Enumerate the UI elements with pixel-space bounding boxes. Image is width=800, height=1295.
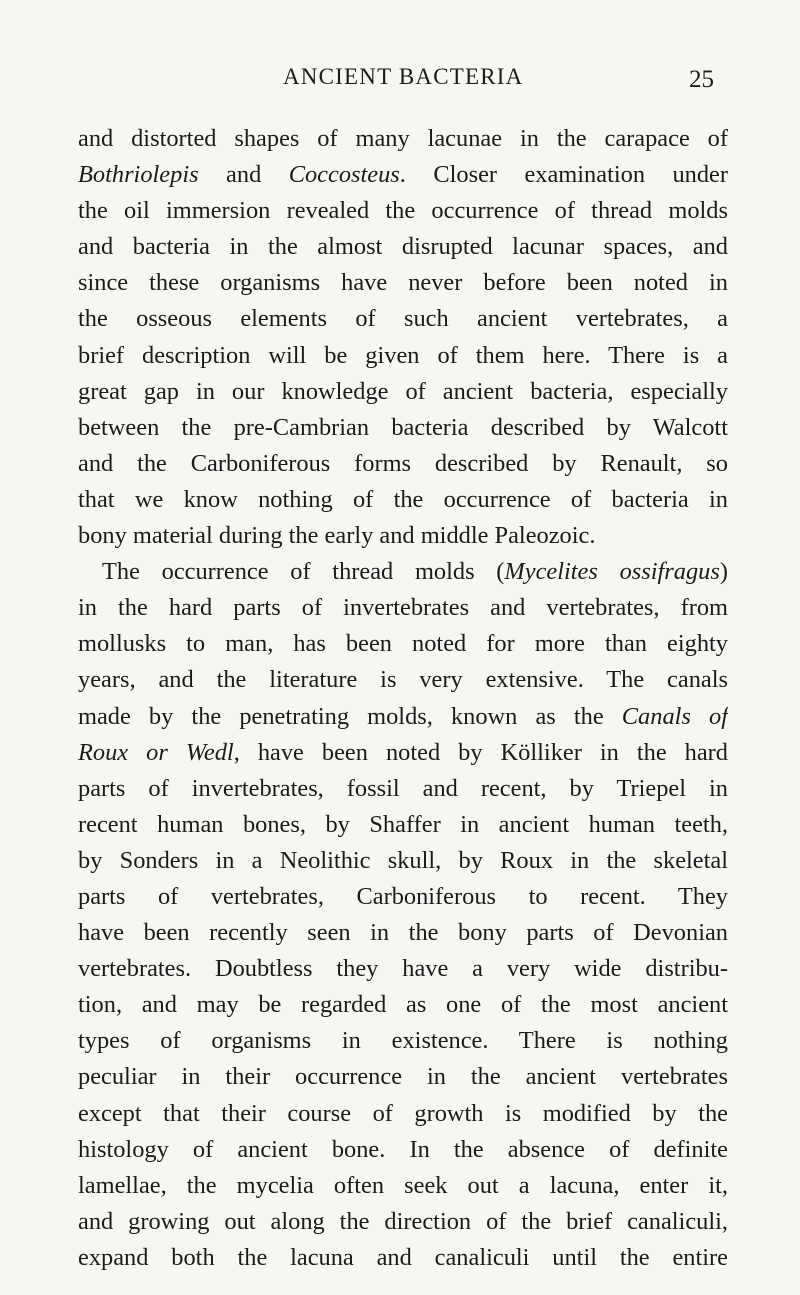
text-run: and	[198, 161, 289, 189]
text-line	[78, 626, 728, 662]
text-line	[78, 1132, 728, 1168]
text-line	[78, 157, 728, 193]
text-line	[78, 265, 728, 301]
text-run: parts of invertebrates, fossil and recent, by Triepel in	[78, 774, 728, 802]
text-line	[78, 1023, 728, 1059]
text-run: years, and the literature is very extensive. The canals	[78, 666, 728, 694]
text-run: bony material during the early and middle Paleozoic.	[78, 522, 596, 550]
term-canals-of: Canals of	[621, 702, 728, 730]
text-run: The occurrence of thread molds (	[102, 558, 505, 586]
taxon-name-mycelites: Mycelites ossifragus	[504, 558, 720, 586]
text-line	[78, 662, 728, 698]
text-line	[78, 807, 728, 843]
text-run: the oil immersion revealed the occurrence of thread molds	[78, 197, 728, 225]
text-line	[78, 301, 728, 337]
page-number: 25	[689, 66, 714, 93]
text-run: and growing out along the direction of the brief canaliculi,	[78, 1207, 728, 1235]
text-run: and distorted shapes of many lacunae in the carapace of	[78, 125, 728, 152]
text-run: expand both the lacuna and canaliculi until the entire	[78, 1243, 728, 1271]
text-run: peculiar in their occurrence in the ancient vertebrates	[78, 1063, 728, 1091]
text-line	[78, 1240, 728, 1276]
text-run: and bacteria in the almost disrupted lacunar spaces, and	[78, 233, 728, 261]
text-run: )	[719, 558, 728, 586]
text-line	[78, 1168, 728, 1204]
text-run: recent human bones, by Shaffer in ancient human teeth,	[78, 810, 728, 838]
text-line	[78, 987, 728, 1023]
text-run: lamellae, the mycelia often seek out a lacuna, enter it,	[78, 1171, 728, 1199]
running-head-title: ANCIENT BACTERIA	[283, 64, 524, 89]
text-line	[78, 843, 728, 879]
text-run: parts of vertebrates, Carboniferous to recent. They	[78, 882, 728, 910]
text-run: by Sonders in a Neolithic skull, by Roux in the skeletal	[78, 846, 728, 874]
text-line	[78, 482, 728, 518]
running-head	[0, 64, 800, 104]
text-run: have been recently seen in the bony parts of Devonian	[78, 919, 728, 947]
text-run: and the Carboniferous forms described by Renault, so	[78, 449, 728, 477]
text-line	[78, 1059, 728, 1095]
text-line	[78, 193, 728, 229]
text-line	[78, 879, 728, 915]
text-run: types of organisms in existence. There is nothing	[78, 1027, 728, 1055]
text-line	[78, 121, 728, 157]
text-line	[78, 518, 728, 554]
text-run: vertebrates. Doubtless they have a very wide distribu-	[78, 955, 728, 983]
text-line	[78, 771, 728, 807]
taxon-name-bothriolepis: Bothriolepis	[78, 161, 199, 189]
text-line	[78, 699, 728, 735]
text-line	[78, 338, 728, 374]
text-run: except that their course of growth is modified by the	[78, 1099, 728, 1127]
text-run: since these organisms have never before been noted in	[78, 269, 728, 297]
text-run: . Closer examination under	[399, 161, 728, 189]
text-line	[78, 1096, 728, 1132]
body-text	[78, 121, 728, 1276]
text-line	[78, 410, 728, 446]
text-line	[78, 590, 728, 626]
text-run: between the pre-Cambrian bacteria described by Walcott	[78, 413, 728, 441]
term-roux-or-wedl: Roux or Wedl	[78, 738, 234, 766]
text-run: tion, and may be regarded as one of the most ancient	[78, 991, 728, 1019]
text-line	[78, 374, 728, 410]
text-run: brief description will be given of them here. There is a	[78, 341, 728, 369]
text-line	[78, 735, 728, 771]
text-line	[78, 229, 728, 265]
text-run: made by the penetrating molds, known as the	[78, 702, 622, 730]
taxon-name-coccosteus: Coccosteus	[288, 161, 400, 189]
text-run: great gap in our knowledge of ancient bacteria, especially	[78, 377, 728, 405]
text-run: the osseous elements of such ancient vertebrates, a	[78, 305, 728, 333]
text-run: that we know nothing of the occurrence of bacteria in	[78, 485, 728, 513]
text-run: mollusks to man, has been noted for more than eighty	[78, 630, 728, 658]
text-line	[78, 915, 728, 951]
text-run: in the hard parts of invertebrates and vertebrates, from	[78, 594, 728, 622]
text-line	[78, 1204, 728, 1240]
text-run: , have been noted by Kölliker in the hard	[233, 738, 728, 766]
text-line	[78, 951, 728, 987]
text-run: histology of ancient bone. In the absence of definite	[78, 1135, 728, 1163]
text-line	[78, 446, 728, 482]
paragraph-start-line	[78, 554, 728, 590]
